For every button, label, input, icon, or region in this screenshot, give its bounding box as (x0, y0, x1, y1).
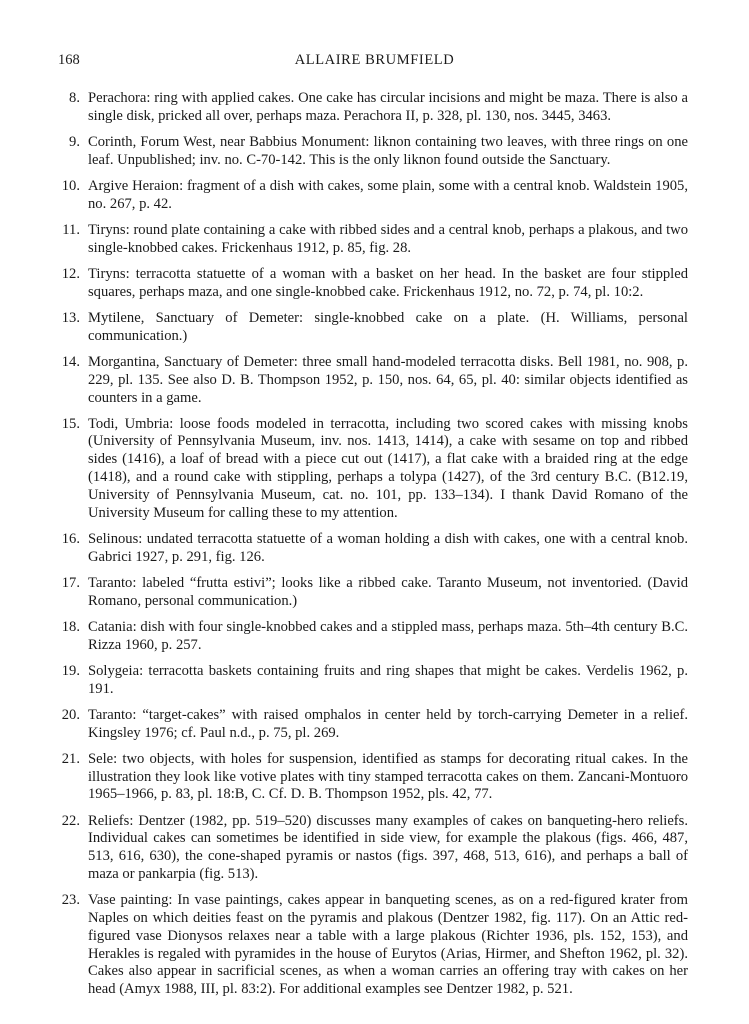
note-number: 15. (61, 415, 80, 432)
note-number: 9. (69, 133, 80, 150)
note-text: Catania: dish with four single-knobbed cakes and a stippled mass, perhaps maza. 5th–4th century B.C. Rizza 1960, p. 257. (88, 618, 688, 653)
note-item (58, 813, 688, 884)
note-number: 16. (61, 530, 80, 547)
note-item (58, 310, 688, 346)
note-number: 12. (61, 265, 80, 282)
note-text: Taranto: “target-cakes” with raised omphalos in center held by torch-carrying Demeter in a relief. Kingsley 1976; cf. Paul n.d., p. 75, pl. 269. (88, 706, 688, 741)
note-text: Morgantina, Sanctuary of Demeter: three small hand-modeled terracotta disks. Bell 1981, no. 908, p. 229, pl. 135. See also D. B. Thompson 1952, p. 150, nos. 64, 65, pl. 40: similar objects identified as counters in a game. (88, 353, 688, 406)
note-item (58, 354, 688, 407)
note-text: Mytilene, Sanctuary of Demeter: single-knobbed cake on a plate. (H. Williams, personal communication.) (88, 309, 688, 344)
note-item (58, 178, 688, 214)
note-item (58, 416, 688, 523)
note-text: Tiryns: round plate containing a cake with ribbed sides and a central knob, perhaps a plakous, and two single-knobbed cakes. Frickenhaus 1912, p. 85, fig. 28. (88, 221, 688, 256)
running-head (58, 52, 691, 72)
note-text: Vase painting: In vase paintings, cakes appear in banqueting scenes, as on a red-figured krater from Naples on which deities feast on the pyramis and plakous (Dentzer 1982, fig. 117). On an Attic red-figured vase Dionysos relaxes near a table with a large plakous (Richter 1936, pls. 152, 153), and Herakles is regaled with pyramides in the house of Eurytos (Arias, Hirmer, and Shefton 1962, pl. 32). Cakes also appear in sacrificial scenes, as when a woman carries an offering tray with cakes on her head (Amyx 1988, III, pl. 83:2). For additional examples see Dentzer 1982, p. 521. (88, 892, 688, 998)
note-item (58, 575, 688, 611)
note-number: 11. (62, 221, 80, 238)
note-text: Sele: two objects, with holes for suspension, identified as stamps for decorating ritual cakes. In the illustration they look like votive plates with tiny stamped terracotta cakes on them. Zancani-Montuoro 1965–1966, p. 83, pl. 18:B, C. Cf. D. B. Thompson 1952, pls. 42, 77. (88, 750, 688, 803)
note-number: 23. (61, 892, 80, 909)
note-text: Selinous: undated terracotta statuette of a woman holding a dish with cakes, one with a central knob. Gabrici 1927, p. 291, fig. 126. (88, 530, 688, 565)
note-number: 21. (61, 750, 80, 767)
note-number: 8. (69, 90, 80, 106)
note-number: 20. (61, 706, 80, 723)
note-item (58, 751, 688, 804)
note-text: Corinth, Forum West, near Babbius Monument: liknon containing two leaves, with three rings on one leaf. Unpublished; inv. no. C-70-142. This is the only liknon found outside the Sanctuary. (88, 133, 688, 168)
note-item (58, 222, 688, 258)
note-text: Taranto: labeled “frutta estivi”; looks like a ribbed cake. Taranto Museum, not inventoried. (David Romano, personal communication.) (88, 574, 688, 609)
note-number: 19. (61, 662, 80, 679)
note-text: Solygeia: terracotta baskets containing fruits and ring shapes that might be cakes. Verdelis 1962, p. 191. (88, 662, 688, 697)
note-item (58, 266, 688, 302)
note-number: 17. (61, 574, 80, 591)
note-text: Todi, Umbria: loose foods modeled in terracotta, including two scored cakes with missing knobs (University of Pennsylvania Museum, inv. nos. 1413, 1414), a cake with sesame on top and ribbed sides (1416), a loaf of bread with a piece cut out (1417), a flat cake with a braided ring at the edge (1418), and a round cake with stippling, perhaps a tolypa (1427), of the 3rd century B.C. (B12.19, University of Pennsylvania Museum, cat. no. 101, pp. 133–134). I thank David Romano of the University Museum for calling these to my attention. (88, 415, 688, 521)
notes-list (58, 90, 688, 1007)
note-number: 18. (61, 618, 80, 635)
note-number: 14. (61, 353, 80, 370)
note-item (58, 531, 688, 567)
note-number: 13. (61, 309, 80, 326)
note-text: Argive Heraion: fragment of a dish with cakes, some plain, some with a central knob. Waldstein 1905, no. 267, p. 42. (88, 177, 688, 212)
note-text: Reliefs: Dentzer (1982, pp. 519–520) discusses many examples of cakes on banqueting-hero reliefs. Individual cakes can sometimes be identified in side view, for example the plakous (figs. 466, 487, 513, 616, 630), the cone-shaped pyramis or nastos (figs. 397, 468, 513, 616), and perhaps a ball of maza or pankarpia (fig. 513). (88, 812, 688, 882)
note-number: 22. (61, 812, 80, 829)
note-item (58, 707, 688, 743)
note-item (58, 619, 688, 655)
note-item (58, 663, 688, 699)
note-text: Perachora: ring with applied cakes. One cake has circular incisions and might be maza. There is also a single disk, pricked all over, perhaps maza. Perachora II, p. 328, pl. 130, nos. 3445, 3463. (88, 90, 688, 124)
note-number: 10. (61, 177, 80, 194)
page-number: 168 (58, 52, 80, 68)
note-item (58, 134, 688, 170)
note-text: Tiryns: terracotta statuette of a woman with a basket on her head. In the basket are four stippled squares, perhaps maza, and one single-knobbed cake. Frickenhaus 1912, no. 72, p. 74, pl. 10:2. (88, 265, 688, 300)
running-title: ALLAIRE BRUMFIELD (294, 52, 455, 68)
note-item (58, 892, 688, 999)
note-item (58, 90, 688, 126)
